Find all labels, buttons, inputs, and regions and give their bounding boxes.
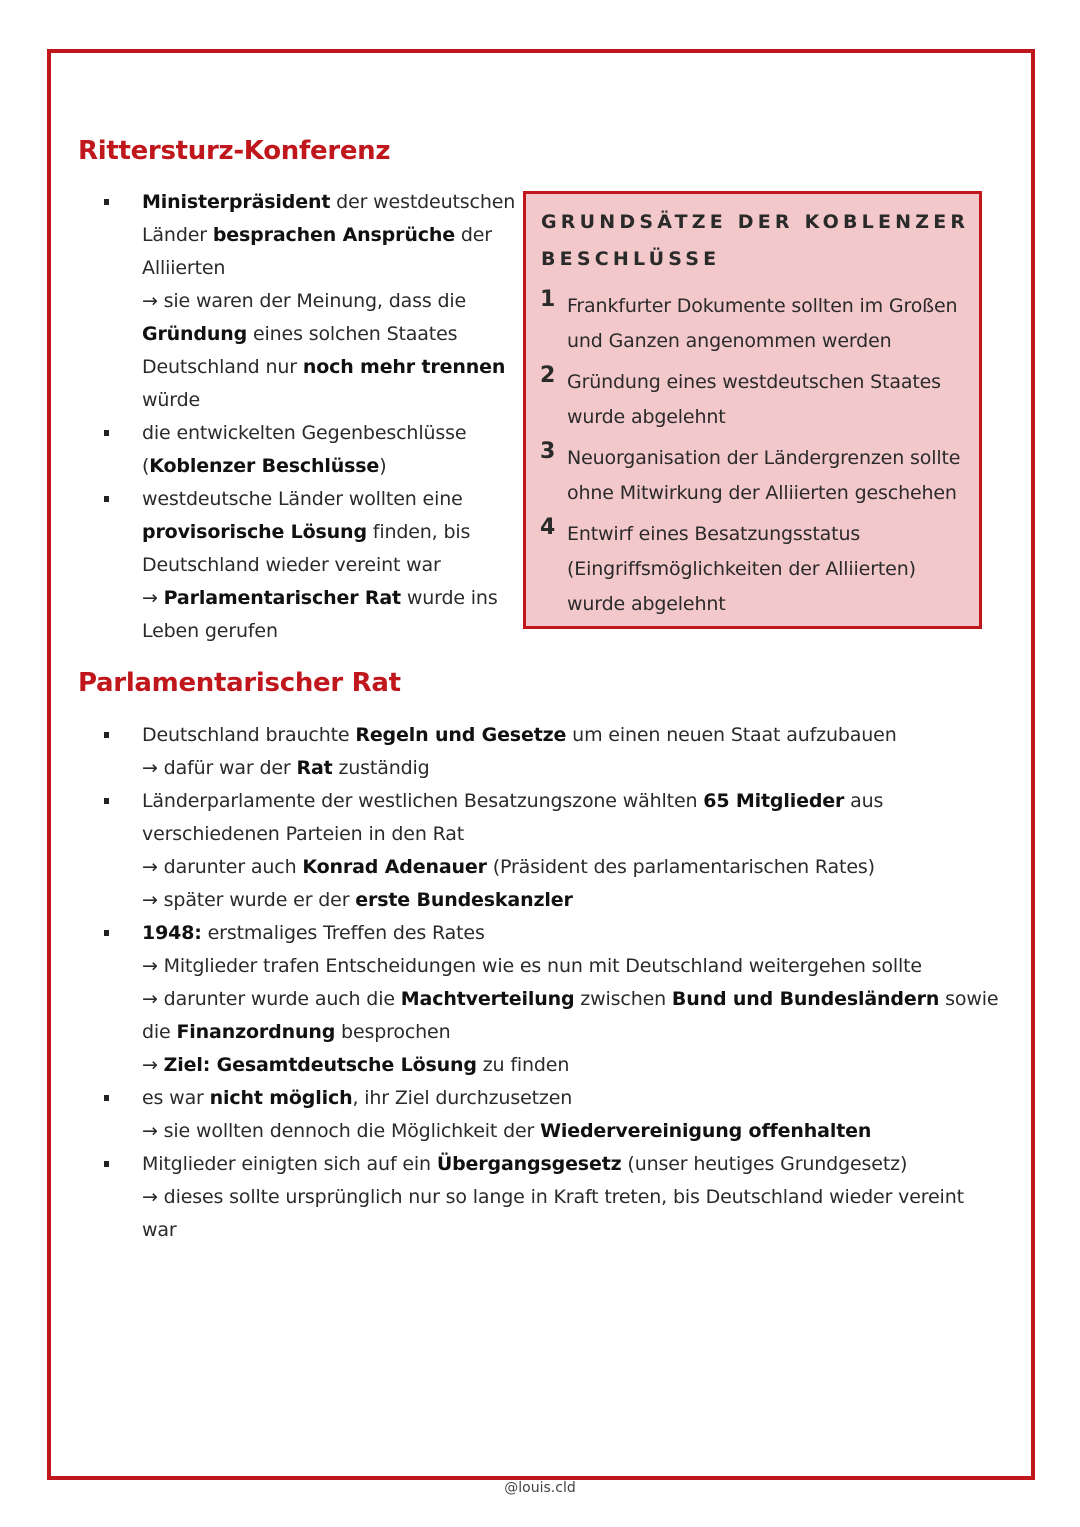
bullet-line [142,983,1022,1016]
heading-rittersturz-konferenz: Rittersturz-Konferenz [78,136,391,166]
text-segment: → darunter wurde auch die [142,988,401,1010]
principle-item [540,441,960,511]
bullet-line [142,1148,1022,1181]
bold-text: Regeln und Gesetze [355,724,567,746]
principles-list [540,289,960,628]
bold-text: Ministerpräsident [142,191,331,213]
text-segment: Mitglieder einigten sich auf ein [142,1153,437,1175]
principle-text-line: wurde abgelehnt [567,406,726,428]
bold-text: 1948: [142,922,202,944]
bullet-item [142,1148,1022,1247]
text-segment: , ihr Ziel durchzusetzen [352,1087,573,1109]
footer-handle: @louis.cld [504,1480,576,1496]
bullet-line [142,186,522,219]
principle-text-line: Frankfurter Dokumente sollten im Großen [567,295,958,317]
text-segment: ) [379,455,387,477]
principle-number: 3 [540,439,556,464]
bullet-line [142,752,1022,785]
principle-text-line: (Eingriffsmöglichkeiten der Alliierten) [567,558,916,580]
bold-text: Wiedervereinigung offenhalten [540,1120,872,1142]
bullet-line [142,318,522,351]
bullet-marker [104,496,109,502]
text-segment: die [142,1021,177,1043]
bold-text: Bund und Bundesländern [671,988,940,1010]
principle-text-line: Gründung eines westdeutschen Staates [567,371,941,393]
text-segment: besprochen [335,1021,451,1043]
bold-text: besprachen Ansprüche [212,224,455,246]
bullet-marker [104,930,109,936]
bold-text: Konrad Adenauer [302,856,487,878]
bold-text: Machtverteilung [400,988,575,1010]
text-segment: wurde ins [400,587,498,609]
bold-text: provisorische Lösung [142,521,367,543]
bold-text: Finanzordnung [176,1021,336,1043]
principle-item [540,517,960,622]
text-segment: → Mitglieder trafen Entscheidungen wie es nun mit Deutschland weitergehen sollte [142,955,922,977]
text-segment: würde [142,389,201,411]
text-segment: die entwickelten Gegenbeschlüsse [142,422,467,444]
text-segment: Länderparlamente der westlichen Besatzungszone wählten [142,790,704,812]
principle-item [540,365,960,435]
principle-number: 1 [540,287,556,312]
text-segment: → dieses sollte ursprünglich nur so lange in Kraft treten, bis Deutschland wieder vereint [142,1186,964,1208]
text-segment: Länder [142,224,213,246]
bullet-line [142,950,1022,983]
text-segment: war [142,1219,177,1241]
text-segment: Leben gerufen [142,620,278,642]
principle-text-line: und Ganzen angenommen werden [567,330,892,352]
text-segment: ( [142,455,150,477]
bold-text: nicht möglich [209,1087,353,1109]
principle-text-line: ohne Mitwirkung der Alliierten geschehen [567,482,957,504]
principle-item [540,289,960,359]
rittersturz-bullet-list [142,186,522,648]
bullet-line [142,615,522,648]
text-segment: es war [142,1087,210,1109]
text-segment: → darunter auch [142,856,303,878]
bullet-item [142,186,522,417]
text-segment: Deutschland wieder vereint war [142,554,441,576]
heading-parlamentarischer-rat: Parlamentarischer Rat [78,668,401,698]
bold-text: Koblenzer Beschlüsse [149,455,380,477]
text-segment: Deutschland brauchte [142,724,356,746]
bullet-marker [104,1161,109,1167]
bullet-item [142,719,1022,785]
bullet-item [142,785,1022,917]
bullet-item [142,917,1022,1082]
box-title [541,204,969,278]
bullet-line [142,285,522,318]
bullet-marker [104,1095,109,1101]
bullet-line [142,1082,1022,1115]
text-segment: zuständig [332,757,430,779]
bullet-line [142,219,522,252]
bullet-marker [104,430,109,436]
bullet-line [142,1181,1022,1214]
text-segment: erstmaliges Treffen des Rates [201,922,485,944]
bold-text: Parlamentarischer Rat [163,587,401,609]
principle-text-line: wurde abgelehnt [567,593,726,615]
bullet-marker [104,732,109,738]
text-segment: sowie [939,988,999,1010]
text-segment: der westdeutschen [330,191,516,213]
principle-text-line: Entwirf eines Besatzungsstatus [567,523,861,545]
box-title-line: BESCHLÜSSE [541,248,721,270]
text-segment: Alliierten [142,257,226,279]
bold-text: noch mehr trennen [302,356,506,378]
text-segment: → [142,1054,164,1076]
bold-text: Ziel: Gesamtdeutsche Lösung [163,1054,477,1076]
koblenz-principles-box [523,191,982,629]
bullet-item [142,417,522,483]
bullet-line [142,884,1022,917]
text-segment: zu finden [476,1054,570,1076]
text-segment: zwischen [574,988,672,1010]
bullet-line [142,719,1022,752]
bullet-line [142,1214,1022,1247]
bold-text: Rat [296,757,333,779]
text-segment: finden, bis [366,521,471,543]
text-segment: → dafür war der [142,757,297,779]
bullet-line [142,582,522,615]
parlamentarischer-rat-bullet-list [142,719,1022,1247]
principle-number: 4 [540,515,556,540]
text-segment: Deutschland nur [142,356,303,378]
bullet-line [142,1016,1022,1049]
bullet-line [142,351,522,384]
bold-text: 65 Mitglieder [703,790,845,812]
text-segment: der [454,224,492,246]
bullet-line [142,1049,1022,1082]
bullet-line [142,450,522,483]
bullet-line [142,384,522,417]
principle-number: 2 [540,363,556,388]
bullet-marker [104,199,109,205]
text-segment: → sie wollten dennoch die Möglichkeit der [142,1120,541,1142]
bullet-line [142,917,1022,950]
bullet-line [142,252,522,285]
bullet-line [142,516,522,549]
bullet-line [142,851,1022,884]
bullet-item [142,1082,1022,1148]
bold-text: erste Bundeskanzler [355,889,573,911]
text-segment: eines solchen Staates [247,323,458,345]
text-segment: um einen neuen Staat aufzubauen [566,724,897,746]
text-segment: → [142,587,164,609]
bullet-line [142,818,1022,851]
text-segment: westdeutsche Länder wollten eine [142,488,463,510]
bold-text: Übergangsgesetz [436,1153,622,1175]
bullet-line [142,1115,1022,1148]
text-segment: verschiedenen Parteien in den Rat [142,823,465,845]
bullet-marker [104,798,109,804]
text-segment: aus [844,790,884,812]
box-title-line: GRUNDSÄTZE DER KOBLENZER [541,211,970,233]
text-segment: → später wurde er der [142,889,356,911]
text-segment: → sie waren der Meinung, dass die [142,290,467,312]
bullet-line [142,417,522,450]
text-segment: (unser heutiges Grundgesetz) [621,1153,908,1175]
bold-text: Gründung [142,323,248,345]
bullet-line [142,785,1022,818]
principle-text-line: Neuorganisation der Ländergrenzen sollte [567,447,961,469]
bullet-item [142,483,522,648]
bullet-line [142,483,522,516]
bullet-line [142,549,522,582]
text-segment: (Präsident des parlamentarischen Rates) [486,856,875,878]
